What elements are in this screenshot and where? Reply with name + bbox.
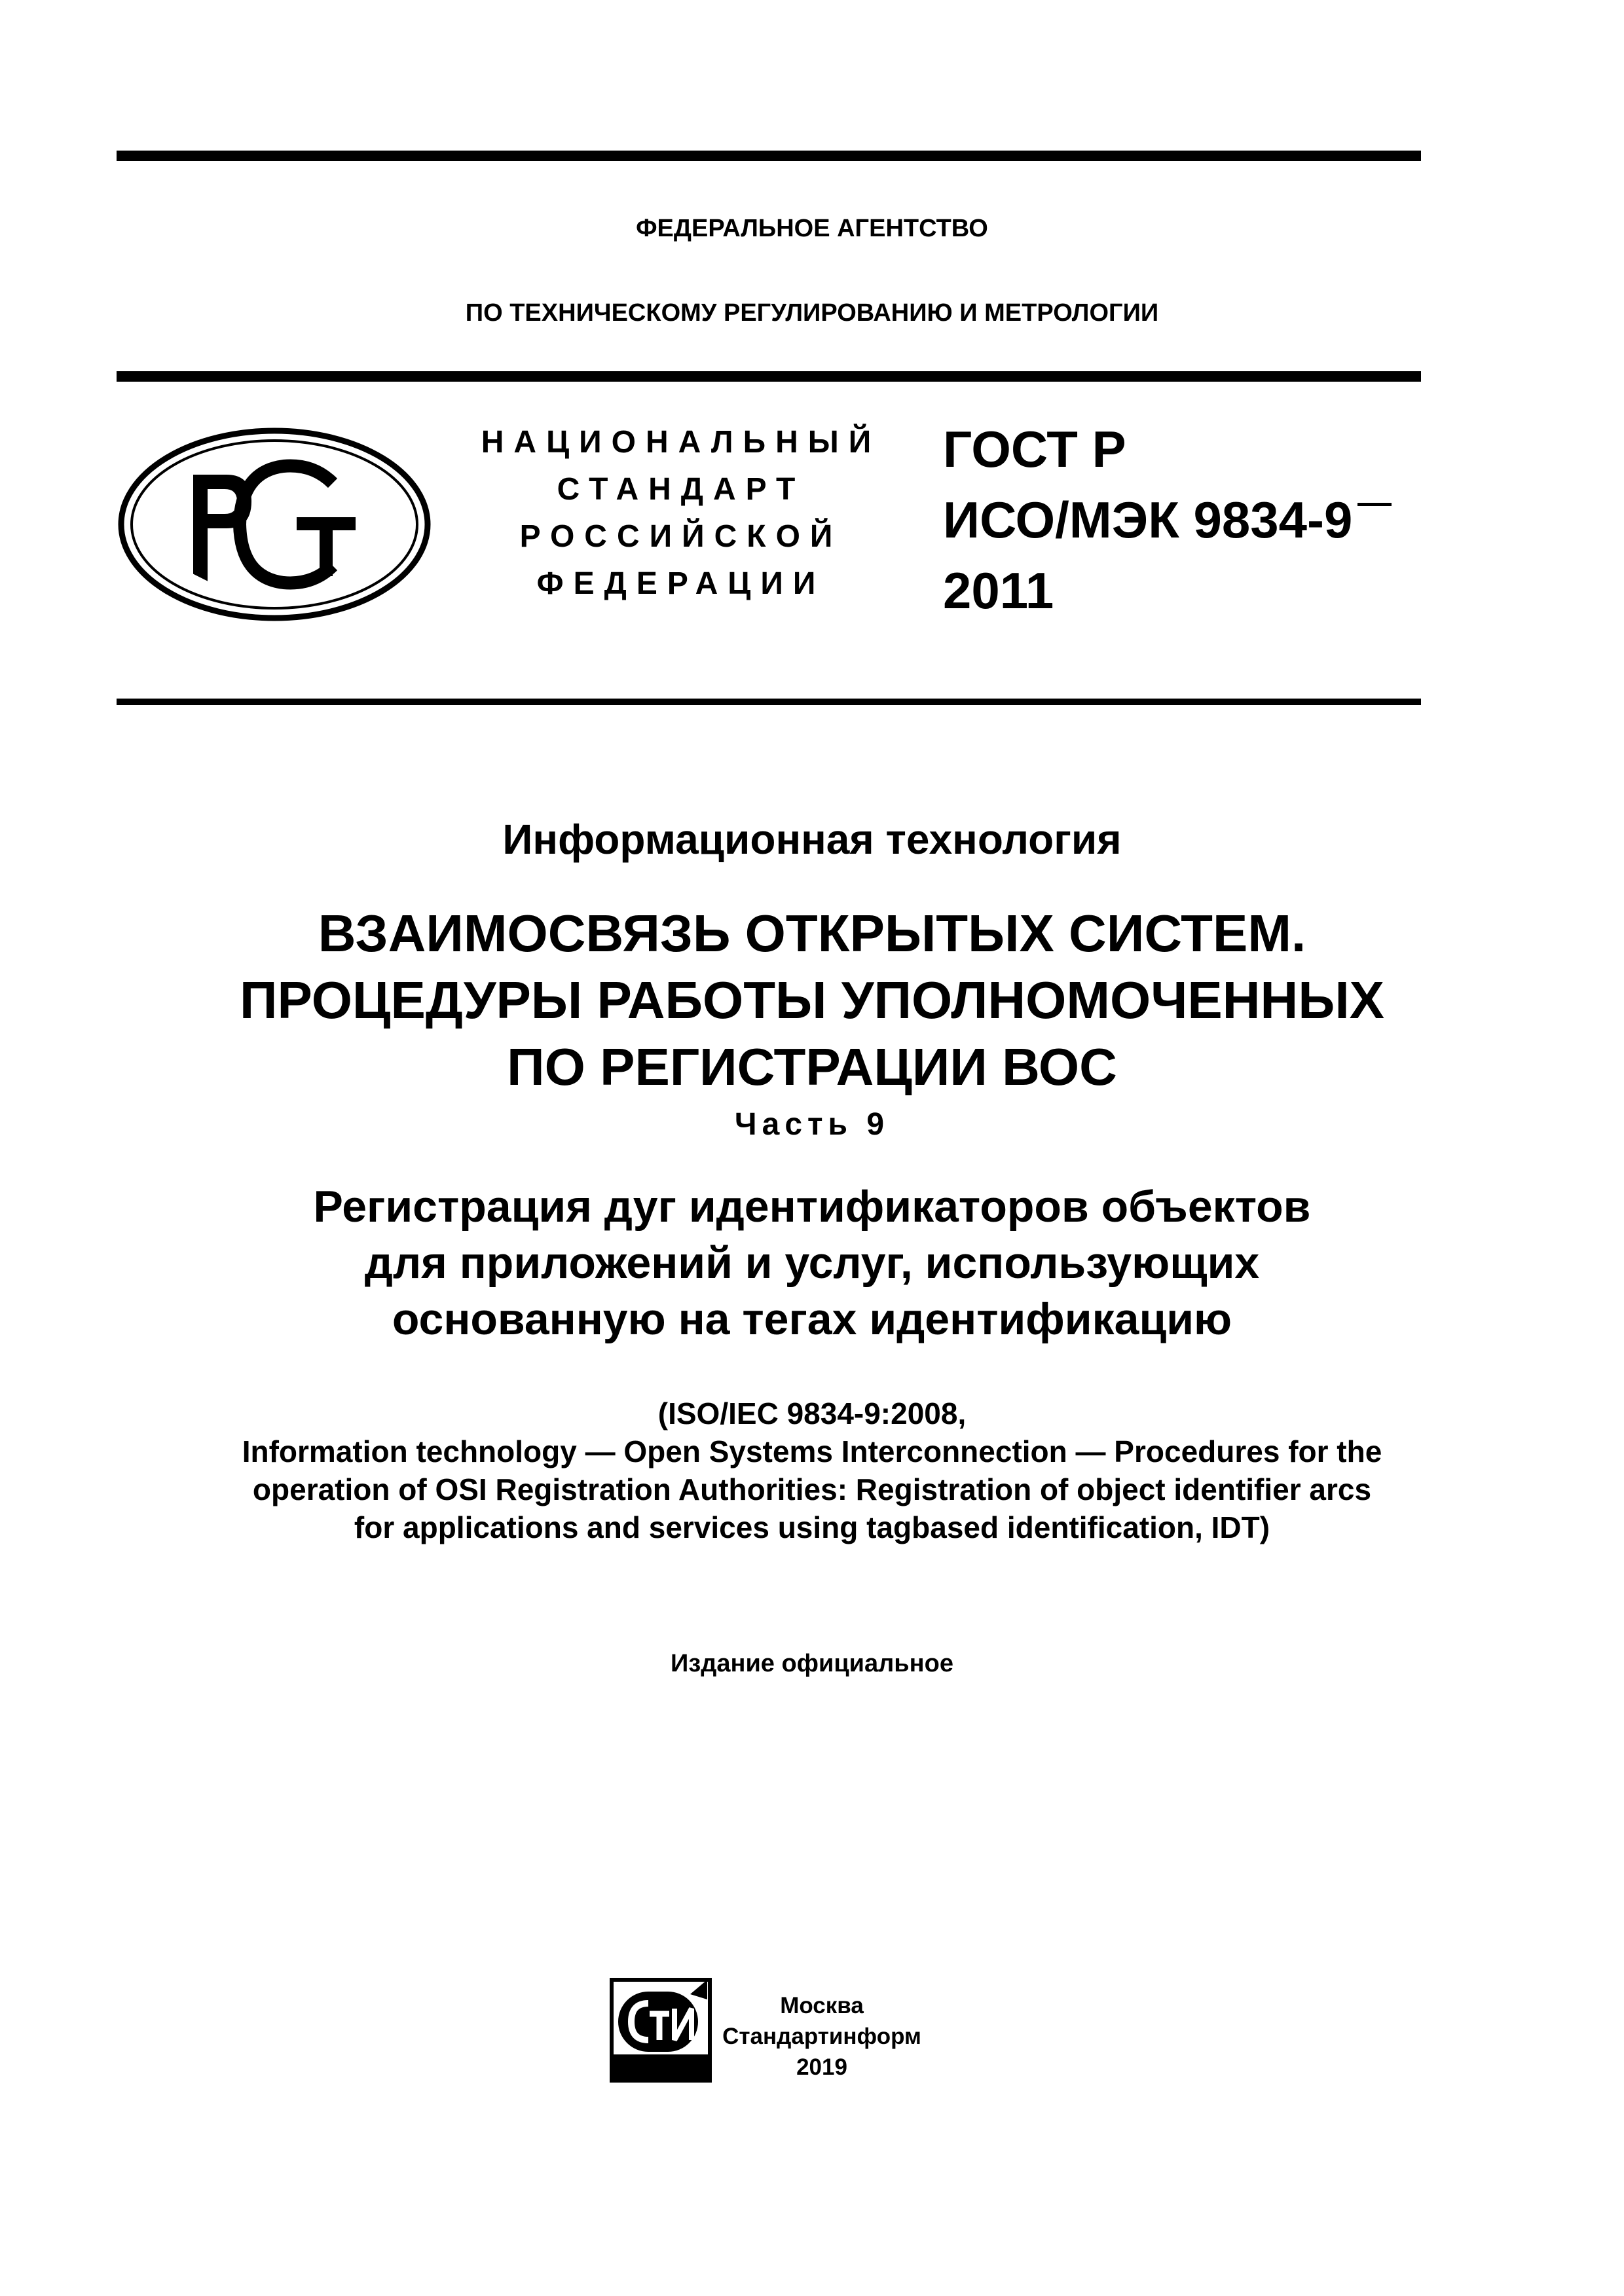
national-line: СТАНДАРТ [557, 472, 805, 507]
rst-gost-emblem-icon [117, 426, 432, 623]
designation-line-1: ГОСТ Р [943, 420, 1126, 478]
subject-title: Информационная технология [502, 816, 1122, 863]
national-line: НАЦИОНАЛЬНЫЙ [481, 425, 881, 460]
main-title-line: ПО РЕГИСТРАЦИИ ВОС [507, 1038, 1117, 1096]
designation-line-2: ИСО/МЭК 9834-9 [943, 491, 1353, 549]
agency-line-2: ПО ТЕХНИЧЕСКОМУ РЕГУЛИРОВАНИЮ И МЕТРОЛОГИИ [465, 299, 1159, 327]
standard-designation [943, 414, 1392, 626]
part-title-line: для приложений и услуг, использующих [364, 1238, 1260, 1288]
main-title [0, 900, 1624, 1101]
main-title-line: ПРОЦЕДУРЫ РАБОТЫ УПОЛНОМОЧЕННЫХ [239, 971, 1384, 1029]
part-number: Часть 9 [734, 1107, 890, 1142]
title-rule [117, 699, 1421, 705]
publisher-year: 2019 [796, 2054, 847, 2080]
publisher-city: Москва [780, 1993, 864, 2018]
publisher-imprint [717, 1990, 927, 2083]
main-title-line: ВЗАИМОСВЯЗЬ ОТКРЫТЫХ СИСТЕМ. [318, 904, 1306, 962]
agency-line-1: ФЕДЕРАЛЬНОЕ АГЕНТСТВО [636, 215, 988, 242]
publisher-name: Стандартинформ [722, 2024, 921, 2049]
header-rule [117, 371, 1421, 382]
national-standard-label [458, 419, 904, 608]
national-line: РОССИЙСКОЙ [519, 519, 843, 554]
intl-line: for applications and services using tagbased identification, IDT) [354, 1510, 1270, 1544]
international-standard-reference [0, 1394, 1624, 1546]
intl-line: Information technology — Open Systems Interconnection — Procedures for the [242, 1434, 1382, 1468]
intl-line: (ISO/IEC 9834-9:2008, [657, 1396, 967, 1430]
designation-dash [1357, 503, 1392, 506]
edition-label: Издание официальное [671, 1650, 953, 1677]
part-title-line: Регистрация дуг идентификаторов объектов [313, 1182, 1311, 1231]
national-line: ФЕДЕРАЦИИ [536, 566, 826, 601]
designation-line-3: 2011 [943, 562, 1054, 619]
top-rule [117, 151, 1421, 161]
intl-line: operation of OSI Registration Authorities: Registration of object identifier arcs [252, 1472, 1372, 1506]
standartinform-logo-icon [609, 1977, 712, 2083]
part-title [0, 1178, 1624, 1347]
part-title-line: основанную на тегах идентификацию [392, 1294, 1232, 1344]
